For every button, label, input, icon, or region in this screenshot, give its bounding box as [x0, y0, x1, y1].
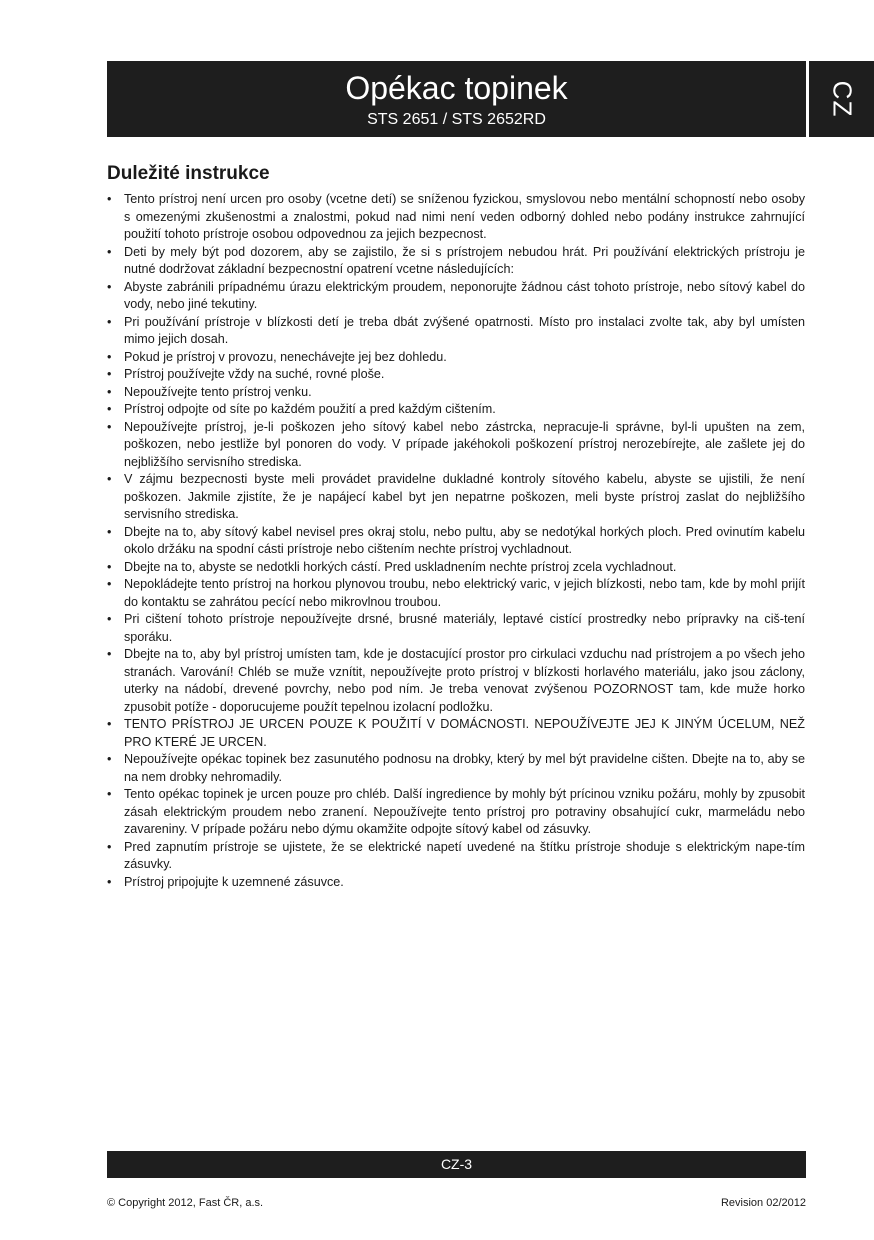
list-item — [107, 314, 805, 349]
list-item — [107, 279, 805, 314]
instruction-text: Pokud je prístroj v provozu, nenechávejte jej bez dohledu. — [124, 349, 447, 364]
page-number: CZ-3 — [440, 1156, 473, 1172]
bullet-icon: • — [107, 279, 112, 294]
bullet-icon: • — [107, 752, 112, 766]
list-item — [107, 611, 805, 646]
copyright-text: © Copyright 2012, Fast ČR, a.s. — [107, 1197, 264, 1209]
bullet-icon: • — [107, 419, 112, 434]
instruction-text: Prístroj odpojte od síte po každém použití a pred každým cištením. — [124, 402, 496, 416]
instruction-text: Nepokládejte tento prístroj na horkou plynovou troubu, nebo elektrický varic, v jejich blízkosti, nebo tam, kde by mohl prijít do kontaktu se zahrátou pecící nebo mikrovlnou troubou. — [124, 577, 805, 609]
list-item — [107, 191, 805, 244]
list-item — [107, 401, 805, 419]
bullet-icon: • — [107, 367, 112, 381]
bullet-icon: • — [107, 839, 112, 854]
instruction-text: Dbejte na to, aby sítový kabel nevisel pres okraj stolu, nebo pultu, aby se nedotýkal horkých ploch. Pred ovinutím kabelu okolo držáku na spodní cásti prístroje nebo cištením nechte prístroj vychladnout. — [124, 524, 805, 556]
instruction-text: Pred zapnutím prístroje se ujistete, že se elektrické napetí uvedené na štítku prístroje shoduje s elektrickým nape-tím zásuvky. — [124, 839, 805, 871]
instruction-text: Dbejte na to, aby byl prístroj umísten tam, kde je dostacující prostor pro cirkulaci vzduchu nad prístrojem a po všech jeho stranách. Varování! Chléb se muže vznítit, nepoužívejte proto prístroj v blízkosti horlavého materiálu, jako jsou záclony, uterky na nádobí, drevené povrchy, nebo pod ním. Je treba venovat zvýšenou POZORNOST tam, kde muže horko zpusobit potíže - doporucujeme použít tepelnou izolacní podložku. — [124, 647, 805, 714]
instruction-text: Pri používání prístroje v blízkosti detí je treba dbát zvýšené opatrnosti. Místo pro instalaci zvolte tak, aby byl umísten mimo jejich dosah. — [124, 314, 805, 346]
bullet-icon: • — [107, 647, 112, 661]
list-item — [107, 349, 805, 367]
instruction-text: Dbejte na to, abyste se nedotkli horkých cástí. Pred uskladnením nechte prístroj zcela vychladnout. — [124, 559, 677, 574]
bullet-icon: • — [107, 874, 112, 889]
list-item — [107, 751, 805, 786]
bullet-icon: • — [107, 244, 112, 259]
instruction-text: Deti by mely být pod dozorem, aby se zajistilo, že si s prístrojem nebudou hrát. Pri používání elektrických prístroju je nutné dodržovat základní bezpecnostní opatrení vcetne následujících: — [124, 244, 805, 276]
list-item — [107, 419, 805, 472]
list-item — [107, 786, 805, 839]
bullet-icon: • — [107, 577, 112, 591]
title-banner — [107, 61, 806, 137]
instruction-text: Abyste zabránili prípadnému úrazu elektrickým proudem, neponorujte žádnou cást tohoto prístroje, nebo sítový kabel do vody, nebo jiné tekutiny. — [124, 279, 805, 311]
language-tab — [809, 61, 874, 137]
instruction-text: TENTO PRÍSTROJ JE URCEN POUZE K POUŽITÍ V DOMÁCNOSTI. NEPOUŽÍVEJTE JEJ K JINÝM ÚCELUM, NEŽ PRO KTERÉ JE URCEN. — [124, 717, 805, 749]
instruction-text: Nepoužívejte opékac topinek bez zasunutého podnosu na drobky, který by mel být pravidelne cišten. Dbejte na to, aby se na nem drobky nehromadily. — [124, 752, 805, 784]
list-item — [107, 471, 805, 524]
list-item — [107, 559, 805, 577]
instruction-text: Pri cištení tohoto prístroje nepoužívejte drsné, brusné materiály, leptavé cistící prostredky nebo prípravky na ciš-tení sporáku. — [124, 612, 805, 644]
bullet-icon: • — [107, 192, 112, 206]
list-item — [107, 244, 805, 279]
list-item — [107, 839, 805, 874]
instruction-text: Tento prístroj není urcen pro osoby (vcetne detí) se sníženou fyzickou, smyslovou nebo mentální schopností nebo osoby s omezenými zkušenostmi a znalostmi, pokud nad nimi není veden odborný dohled nebo podány instrukce zahrnující použití tohoto prístroje osobou odpovednou za jejich bezpecnost. — [124, 192, 805, 241]
list-item — [107, 366, 805, 384]
language-code: CZ — [827, 80, 857, 118]
list-item — [107, 524, 805, 559]
instruction-text: V zájmu bezpecnosti byste meli provádet pravidelne dukladné kontroly sítového kabelu, abyste se ujistili, že není poškozen. Jakmile zjistíte, že je napájecí kabel byt jen nepatrne poškozen, meli byste prístroj zaslat do nejbližšího servisního strediska. — [124, 472, 805, 521]
bullet-icon: • — [107, 612, 112, 626]
instruction-text: Nepoužívejte prístroj, je-li poškozen jeho sítový kabel nebo zástrcka, nepracuje-li správne, byl-li upušten na zem, poškozen, nebo jestliže byl ponoren do vody. V prípade jakéhokoli poškození prístroj nerozebírejte, ale zašlete jej do nejbližšího servisního strediska. — [124, 419, 805, 469]
instruction-text: Prístroj pripojujte k uzemnené zásuvce. — [124, 874, 344, 889]
list-item — [107, 874, 805, 892]
instruction-text: Prístroj používejte vždy na suché, rovné ploše. — [124, 367, 385, 381]
bullet-icon: • — [107, 314, 112, 329]
section-heading: Duležité instrukce — [107, 163, 270, 184]
instruction-list — [107, 191, 805, 891]
bullet-icon: • — [107, 524, 112, 539]
model-numbers: STS 2651 / STS 2652RD — [367, 111, 546, 128]
revision-text: Revision 02/2012 — [720, 1197, 806, 1209]
bullet-icon: • — [107, 472, 112, 486]
instruction-text: Tento opékac topinek je urcen pouze pro chléb. Další ingredience by mohly být prícinou vzniku požáru, mohly by zpusobit zásah elektrickým proudem nebo zranení. Nepoužívejte tento prístroj pro potraviny obsahující cukr, marmeládu nebo zavareniny. V prípade požáru nebo dýmu okamžite odpojte sítový kabel od zásuvky. — [124, 787, 805, 836]
bullet-icon: • — [107, 384, 112, 399]
list-item — [107, 576, 805, 611]
list-item — [107, 384, 805, 402]
bullet-icon: • — [107, 402, 112, 416]
bullet-icon: • — [107, 787, 112, 801]
page-title: Opékac topinek — [345, 70, 568, 106]
bullet-icon: • — [107, 559, 112, 574]
bullet-icon: • — [107, 349, 112, 364]
instruction-text: Nepoužívejte tento prístroj venku. — [124, 384, 312, 399]
bullet-icon: • — [107, 717, 112, 731]
list-item — [107, 646, 805, 716]
page-number-bar — [107, 1151, 806, 1178]
list-item — [107, 716, 805, 751]
